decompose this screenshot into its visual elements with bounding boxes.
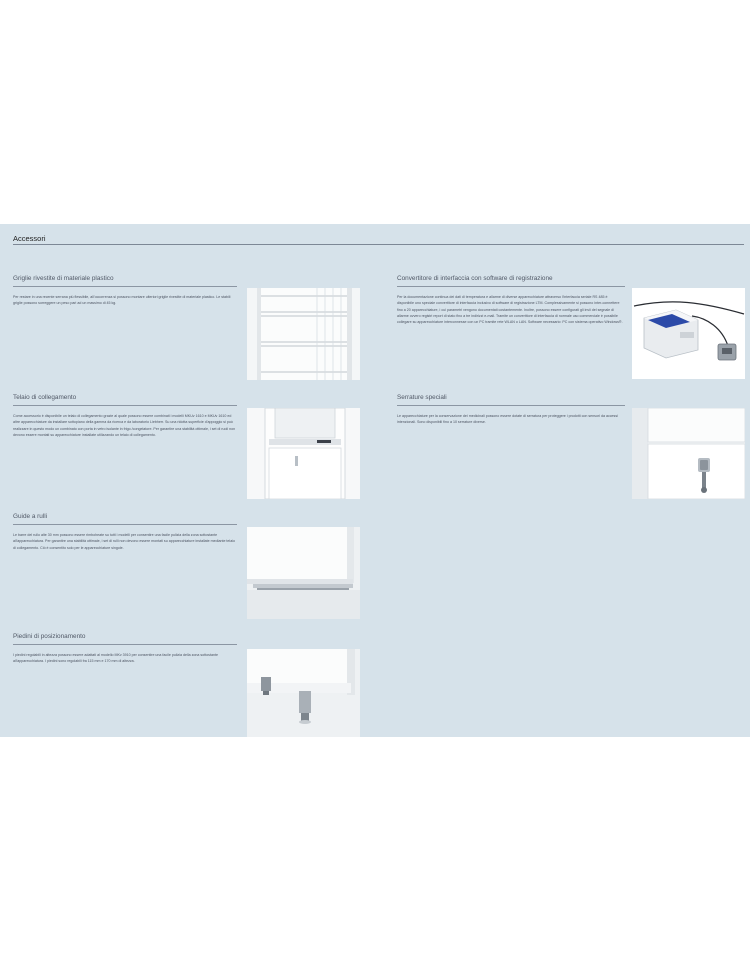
- section-title: Convertitore di interfaccia con software di registrazione: [397, 275, 553, 282]
- section-title: Telaio di collegamento: [13, 394, 77, 401]
- section-title: Guide a rulli: [13, 513, 48, 520]
- interface-converter-photo: [632, 288, 745, 379]
- special-lock-photo: [632, 408, 745, 499]
- section-body: Le barre del rullo alte 30 mm possono essere rimboheate su tutti i modelli per consentire una facile pulizia della zona sottostante all'apparecchiatura. Per garantire una stabilità ottimale, i set di rulli non devono essere montati su apparecchiature installate mediante telaio di collegamento. Ciò è consentito solo per le apparecchiature singole.: [13, 533, 236, 550]
- page-heading: Accessori: [13, 234, 46, 243]
- section-body: Per restare in una recente serrana più flessibile, all'occorrenza si possono montare ulteriori griglie rivestite di materiale plastico. Le stabili griglie possono sorreggere un peso pari ad un massimo di 45 kg.: [13, 295, 231, 306]
- section-body: Le apparecchiature per la conservazione dei medicinali possono essere dotate di serratura per proteggere i prodotti con sensori da accessi intenzionali. Sono disponibili fino a 10 serrature diverse.: [397, 414, 618, 425]
- feet-photo: [247, 649, 360, 737]
- section-divider: [13, 524, 237, 525]
- section-title: Piedini di posizionamento: [13, 633, 86, 640]
- shelf-grid-photo: [247, 288, 360, 380]
- document-page: [0, 224, 750, 737]
- section-divider: [13, 405, 237, 406]
- section-body: I piedini regolabili in altezza possono essere adattati al modello MKv 3910 per consentire una facile pulizia della zona sottostante all'apparecchiatura. I piedini sono regolabili fra 115 mm e 170 mm di altezza.: [13, 653, 218, 664]
- section-divider: [13, 286, 237, 287]
- section-divider: [397, 286, 625, 287]
- section-divider: [397, 405, 625, 406]
- connection-frame-photo: [247, 408, 360, 499]
- section-divider: [13, 644, 237, 645]
- section-title: Serrature speciali: [397, 394, 447, 401]
- heading-divider: [13, 244, 744, 245]
- section-body: Come accessorio è disponibile un telaio di collegamento grazie al quale possono essere combinati i modelli MKUv 1610 e MKUv 1610 ed altre apparecchiature da installare sottopiano della gamma da ricerca e da laboratorio Liebherr. Su una ridotta superficie d'appoggio si può realizzare in questo modo un combinato con porta in vetro isolante in frigo /congelatore. Per garantire una stabilità ottimale, i set di ruoli non devono essere montati su apparecchiature installate utilizzando un telaio di collegamento.: [13, 414, 236, 437]
- section-title: Griglie rivestite di materiale plastico: [13, 275, 114, 282]
- section-body: Per la documentazione continua dei dati di temperatura e allarme di diverse apparecchiature attraverso l'interfaccia seriale RS 485 è disponibile uno speciale convertitore di interfaccia inclusivo di software di registrazione LTM. Complessivamente si possono inter-connettere fino a 20 apparecchiature, i cui parametri vengono documentati costantemente. Inoltre, possono essere configurati gli invii del segnale di allarme ovvero registri report di stato fino a tre indirizzi e-mail. Tramite un convertitore di interfaccia di normale uso commerciale è possibile collegare su apparecchiature interconnesse con un PC tramite rete WLAN o LAN. Software necessario: PC con sistema operativo Windows®.: [397, 295, 623, 325]
- roller-guide-photo: [247, 527, 360, 619]
